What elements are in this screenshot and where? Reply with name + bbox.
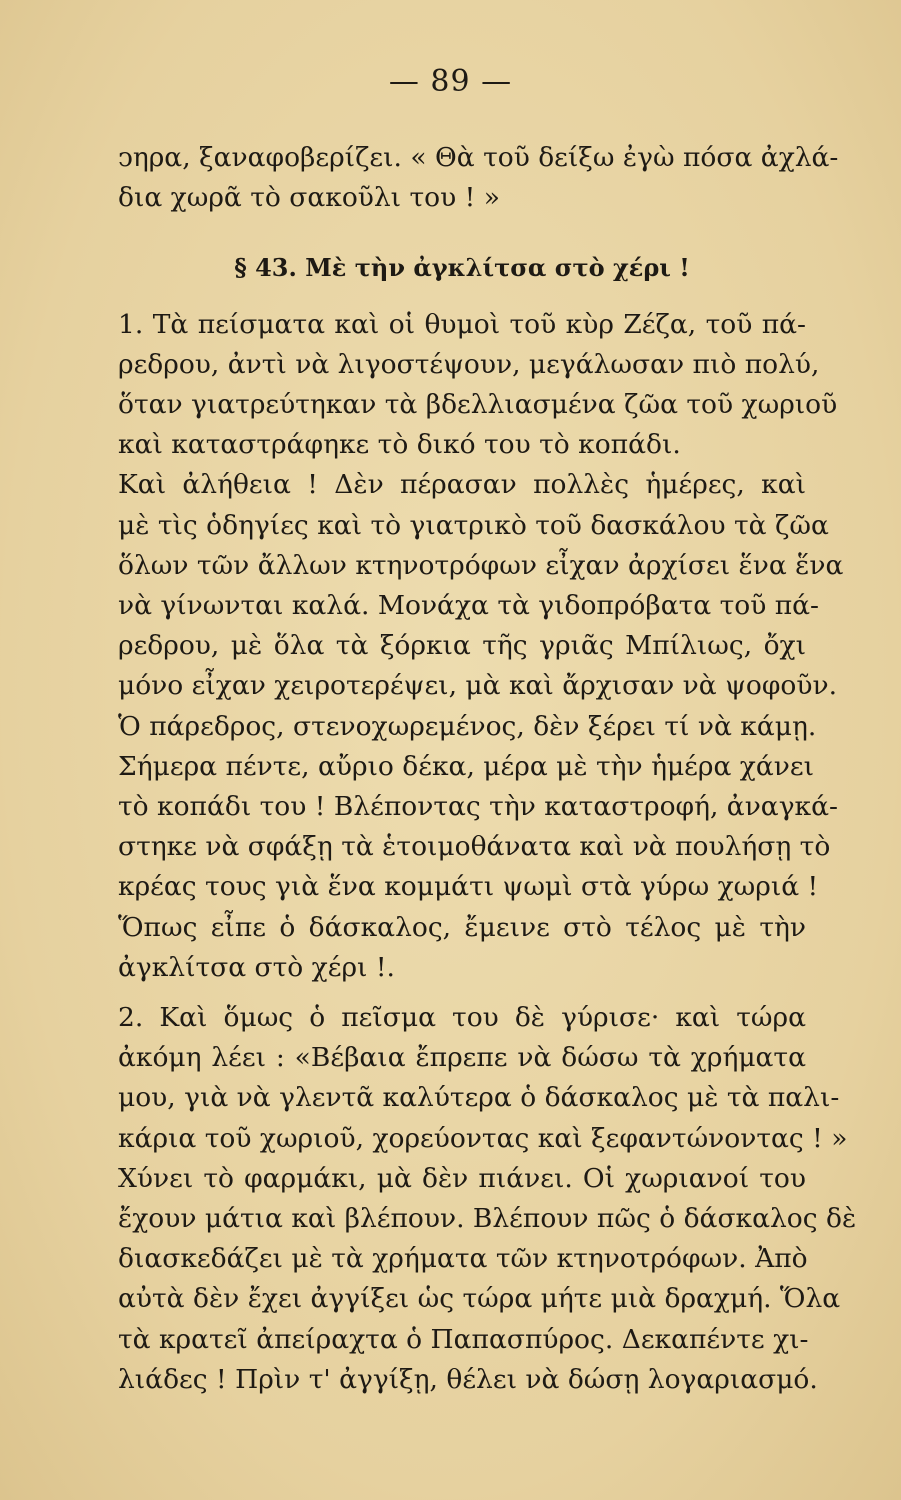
text-line: ἀγκλίτσα στὸ χέρι !. [118,951,395,983]
text-line: καὶ καταστράφηκε τὸ δικό του τὸ κοπάδι. [118,429,681,461]
text-line: δια χωρᾶ τὸ σακοῦλι του ! » [118,182,500,214]
text-line: ͻηρα, ξαναφοβερίζει. « Θὰ τοῦ δείξω ἐγὼ πόσα ἀχλά- [118,142,839,173]
text-line: ὅταν γιατρεύτηκαν τὰ βδελλιασμένα ζῶα τοῦ χωριοῦ [118,389,838,421]
text-line: κρέας τους γιὰ ἕνα κομμάτι ψωμὶ στὰ γύρω χωριά ! [118,871,819,903]
text-line: ρεδρου, ἀντὶ νὰ λιγοστέψουν, μεγάλωσαν πιὸ πολύ, [118,348,820,380]
text-line: Χύνει τὸ φαρμάκι, μὰ δὲν πιάνει. Οἱ χωριανοί του [118,1162,806,1194]
text-line: στηκε νὰ σφάξῃ τὰ ἑτοιμοθάνατα καὶ νὰ πουλήσῃ τὸ [118,831,831,863]
text-line: Ὅπως εἶπε ὁ δάσκαλος, ἔμεινε στὸ τέλος μὲ τὴν [118,911,806,943]
body-text [118,138,857,1400]
text-line: τὰ κρατεῖ ἀπείραχτα ὁ Παπασπύρος. Δεκαπέντε χι- [118,1323,809,1355]
text-line: Ὁ πάρεδρος, στενοχωρεμένος, δὲν ξέρει τί νὰ κάμῃ. [118,710,817,742]
text-line: μὲ τὶς ὁδηγίες καὶ τὸ γιατρικὸ τοῦ δασκάλου τὰ ζῶα [118,509,829,541]
text-line: λιάδες ! Πρὶν τ' ἀγγίξῃ, θέλει νὰ δώσῃ λογαριασμό. [118,1363,818,1395]
text-line: 1. Τὰ πείσματα καὶ οἱ θυμοὶ τοῦ κὺρ Ζέζα, τοῦ πά- [118,308,806,340]
text-line: νὰ γίνωνται καλά. Μονάχα τὰ γιδοπρόβατα τοῦ πά- [118,590,819,622]
text-line: ὅλων τῶν ἄλλων κτηνοτρόφων εἶχαν ἀρχίσει ἕνα ἕνα [118,549,844,581]
page-number: — 89 — [388,64,513,99]
section-heading: § 43. Μὲ τὴν ἀγκλίτσα στὸ χέρι ! [234,253,690,283]
text-line: τὸ κοπάδι του ! Βλέποντας τὴν καταστροφή, ἀναγκά- [118,791,838,823]
text-line: ρεδρου, μὲ ὅλα τὰ ξόρκια τῆς γριᾶς Μπίλιως, ὄχι [118,630,806,662]
text-line: κάρια τοῦ χωριοῦ, χορεύοντας καὶ ξεφαντώνοντας ! » [118,1122,848,1154]
text-line: ἀκόμη λέει : «Βέβαια ἔπρεπε νὰ δώσω τὰ χρήματα [118,1042,806,1074]
text-line: 2. Καὶ ὅμως ὁ πεῖσμα του δὲ γύρισε· καὶ τώρα [118,1002,806,1034]
text-line: μου, γιὰ νὰ γλεντᾶ καλύτερα ὁ δάσκαλος μὲ τὰ παλι- [118,1082,840,1114]
text-line: αὐτὰ δὲν ἔχει ἀγγίξει ὡς τώρα μήτε μιὰ δραχμή. Ὅλα [118,1283,841,1315]
text-line: διασκεδάζει μὲ τὰ χρήματα τῶν κτηνοτρόφων. Ἀπὸ [118,1243,808,1275]
text-line: ἔχουν μάτια καὶ βλέπουν. Βλέπουν πῶς ὁ δάσκαλος δὲ [118,1203,857,1235]
text-line: Καὶ ἀλήθεια ! Δὲν πέρασαν πολλὲς ἡμέρες, καὶ [118,469,806,501]
text-line: μόνο εἶχαν χειροτερέψει, μὰ καὶ ἄρχισαν νὰ ψοφοῦν. [118,670,837,702]
text-line: Σήμερα πέντε, αὔριο δέκα, μέρα μὲ τὴν ἡμέρα χάνει [118,750,814,782]
